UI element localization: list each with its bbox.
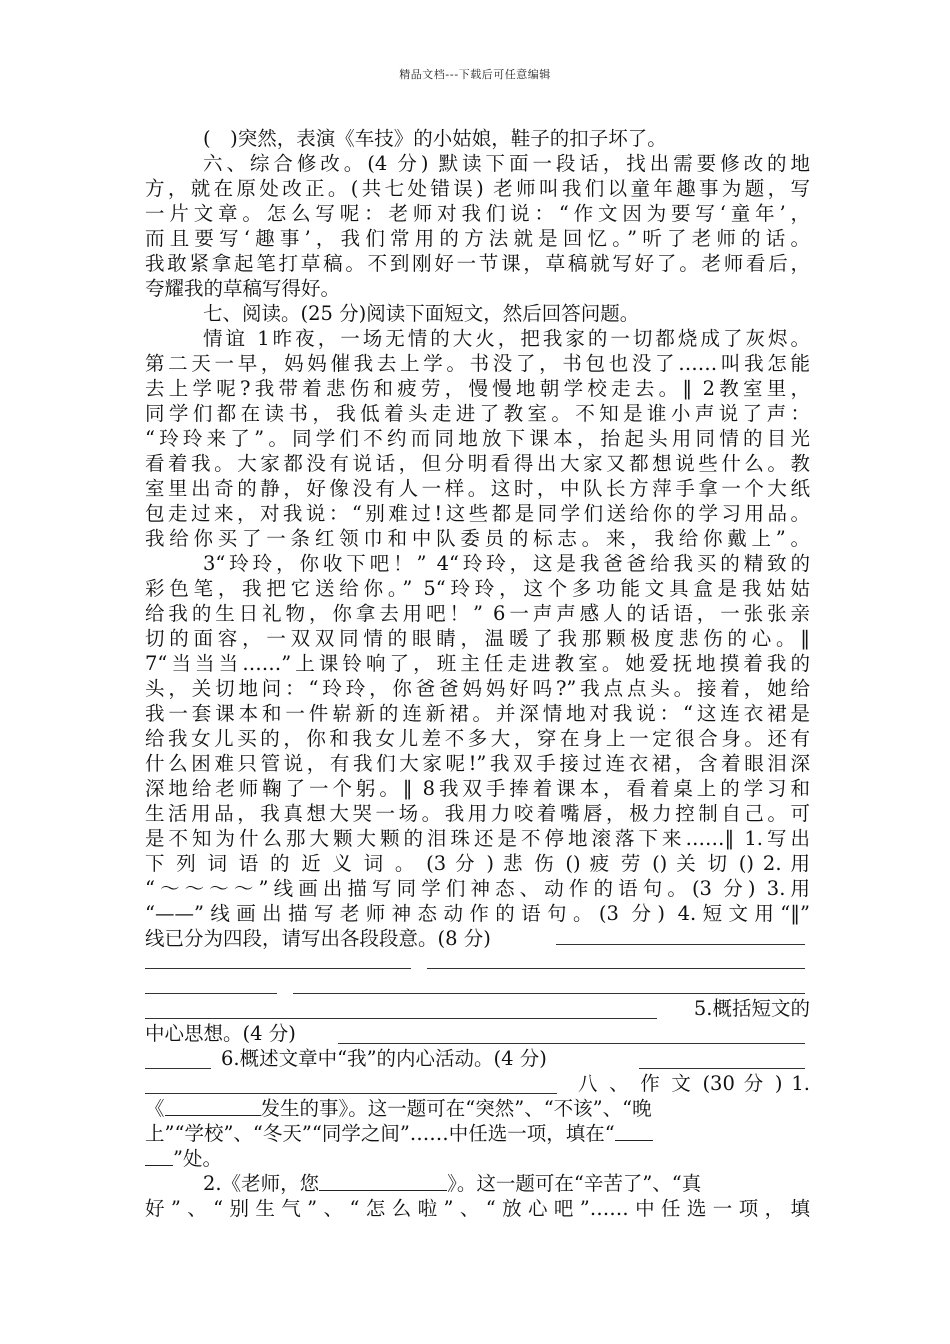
answer-line[interactable]	[145, 968, 411, 969]
text-line: “玲玲来了”。同学们不约而同地放下课本，抬起头用同情的目光	[145, 427, 810, 450]
essay-heading: 八 、 作 文 (30 分 ) 1.	[578, 1072, 810, 1095]
question-3: “——”线画出描写老师神态动作的语句。(3 分) 4.短文用“‖”	[145, 902, 810, 925]
essay-topic-2: 2.《老师，您 》。这一题可在“辛苦了”、“真	[203, 1172, 702, 1195]
blank[interactable]	[319, 1172, 447, 1191]
text-line: 室里出奇的静，好像没有人一样。这时，中队长方萍手拿一个大纸	[145, 477, 810, 500]
answer-line[interactable]	[293, 993, 805, 994]
essay-topic-1-end: ”处。	[145, 1146, 810, 1172]
text-line: 头，关切地问：“玲玲，你爸爸妈妈好吗?”我点点头。接着，她给	[145, 677, 810, 700]
text-line: 生活用品，我真想大哭一场。我用力咬着嘴唇，极力控制自己。可	[145, 802, 810, 825]
blank[interactable]	[145, 1147, 173, 1166]
text-line: 7“当当当……”上课铃响了，班主任走进教室。她爱抚地摸着我的	[145, 652, 810, 675]
answer-line[interactable]	[145, 1068, 211, 1069]
page-header: 精品文档---下载后可任意编辑	[399, 68, 551, 81]
answer-line[interactable]	[639, 1068, 805, 1069]
question-5: 5.概括短文的	[693, 997, 810, 1020]
text-line: 切的面容，一双双同情的眼睛，温暖了我那颗极度悲伤的心。‖	[145, 627, 810, 650]
text-line: ( )突然，表演《车技》的小姑娘，鞋子的扣子坏了。	[203, 127, 667, 150]
text-line: 第二天一早，妈妈催我去上学。书没了，书包也没了……叫我怎能	[145, 352, 810, 375]
text-line: 3“玲玲，你收下吧！” 4“玲玲，这是我爸爸给我买的精致的	[203, 552, 810, 575]
text-line: 我一套课本和一件崭新的连新裙。并深情地对我说：“这连衣裙是	[145, 702, 810, 725]
text-line: 什么困难只管说，有我们大家呢!”我双手接过连衣裙，含着眼泪深	[145, 752, 810, 775]
text-line: 方，就在原处改正。(共七处错误) 老师叫我们以童年趣事为题，写	[145, 177, 810, 200]
answer-line[interactable]	[556, 944, 805, 945]
text-line: 彩色笔，我把它送给你。” 5“玲玲，这个多功能文具盒是我姑姑	[145, 577, 810, 600]
answer-line[interactable]	[338, 1043, 805, 1044]
text-line: 夸耀我的草稿写得好。	[145, 277, 341, 300]
blank[interactable]	[615, 1122, 653, 1141]
text-line: 一片文章。怎么写呢：老师对我们说：“作文因为要写‘童年’，	[145, 202, 810, 225]
text-line: 六、综合修改。(4 分) 默读下面一段话，找出需要修改的地	[203, 152, 810, 175]
text-line: 看着我。大家都没有说话，但分明看得出大家又都想说些什么。教	[145, 452, 810, 475]
question-6: 6.概述文章中“我”的内心活动。(4 分)	[221, 1047, 547, 1070]
text-line: 是不知为什么那大颗大颗的泪珠还是不停地滚落下来……‖ 1.写出	[145, 827, 810, 850]
essay-topic-1: 《 发生的事》。这一题可在“突然”、“不该”、“晚	[145, 1097, 652, 1120]
answer-line[interactable]	[145, 993, 277, 994]
text-line: 我敢紧拿起笔打草稿。不到刚好一节课，草稿就写好了。老师看后，	[145, 252, 810, 275]
text-line: 同学们都在读书，我低着头走进了教室。不知是谁小声说了声：	[145, 402, 810, 425]
text-line: 而且要写‘趣事’，我们常用的方法就是回忆。”听了老师的话。	[145, 227, 810, 250]
blank[interactable]	[165, 1097, 261, 1116]
essay-topic-2-cont: 好”、“别生气”、“怎么啦”、“放心吧”……中任选一项，填	[145, 1197, 810, 1220]
text-line: 我给你买了一条红领巾和中队委员的标志。来，我给你戴上”。	[145, 527, 810, 550]
question-1: 下 列 词 语 的 近 义 词 。 (3 分 ) 悲 伤 () 疲 劳 () 关 切 () 2. 用	[145, 852, 810, 875]
question-4: 线已分为四段，请写出各段段意。(8 分)	[145, 927, 491, 950]
question-5-cont: 中心思想。(4 分)	[145, 1022, 296, 1045]
text-line: 包走过来，对我说：“别难过!这些都是同学们送给你的学习用品。	[145, 502, 810, 525]
text-line: 给我女儿买的，你和我女儿差不多大，穿在身上一定很合身。还有	[145, 727, 810, 750]
text-line: 去上学呢?我带着悲伤和疲劳，慢慢地朝学校走去。‖ 2教室里，	[145, 377, 810, 400]
answer-line[interactable]	[145, 1018, 657, 1019]
section-heading: 七、阅读。(25 分)阅读下面短文，然后回答问题。	[203, 302, 640, 325]
essay-topic-1-cont: 上”“学校”、“冬天”“同学之间”……中任选一项，填在“	[145, 1121, 810, 1147]
text-line: 情谊 1昨夜，一场无情的大火，把我家的一切都烧成了灰烬。	[203, 327, 810, 350]
text-line: 给我的生日礼物，你拿去用吧！” 6一声声感人的话语，一张张亲	[145, 602, 810, 625]
answer-line[interactable]	[145, 1093, 557, 1094]
text-line: 深地给老师鞠了一个躬。‖ 8我双手捧着课本，看着桌上的学习和	[145, 777, 810, 800]
question-2: “～～～～”线画出描写同学们神态、动作的语句。(3 分) 3.用	[145, 877, 810, 900]
answer-line[interactable]	[427, 968, 805, 969]
